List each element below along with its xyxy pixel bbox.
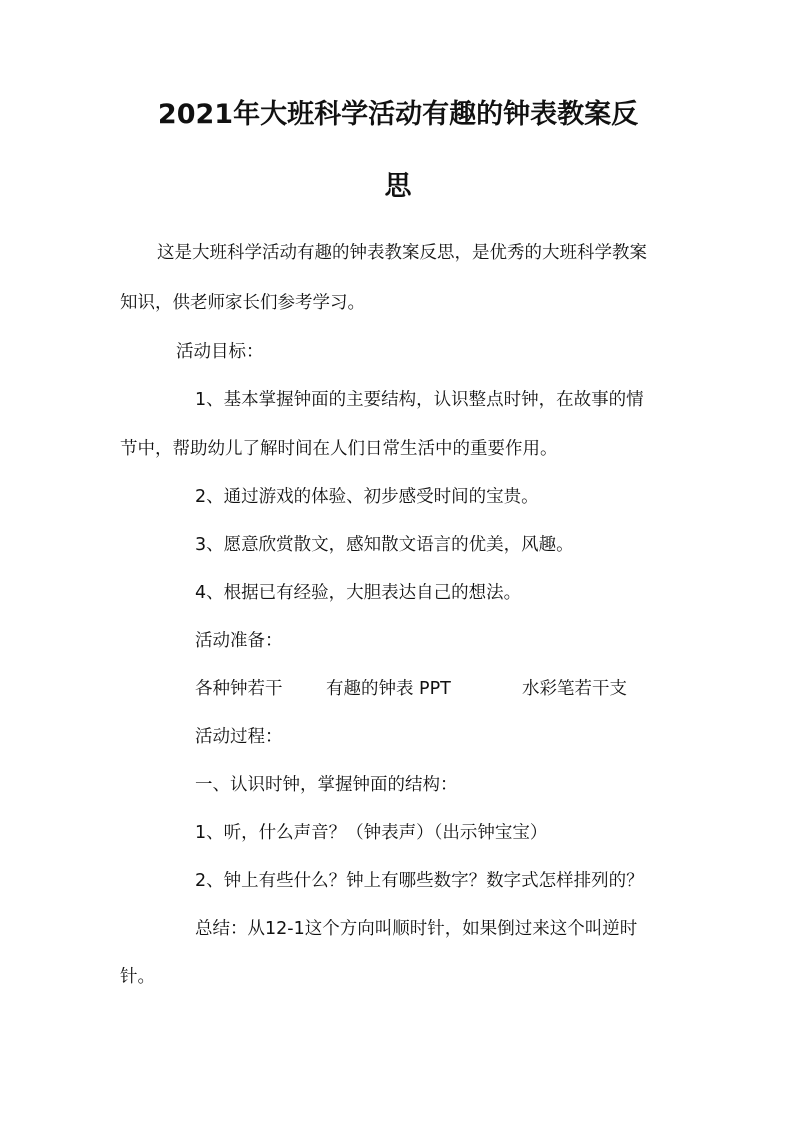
goal-4: 4、根据已有经验，大胆表达自己的想法。: [195, 583, 522, 603]
preparation-item: 各种钟若干: [195, 679, 283, 699]
process-heading: 活动过程：: [195, 727, 283, 747]
summary-line-1: 总结：从12-1这个方向叫顺时针，如果倒过来这个叫逆时: [195, 919, 638, 939]
document-title-line-1: 2021年大班科学活动有趣的钟表教案反: [157, 99, 639, 130]
goal-3: 3、愿意欣赏散文，感知散文语言的优美，风趣。: [195, 535, 574, 555]
preparation-items: [195, 681, 675, 701]
step-1-item-1: 1、听，什么声音？（钟表声）（出示钟宝宝）: [195, 823, 548, 843]
preparation-item: 有趣的钟表 PPT: [326, 679, 451, 699]
summary-line-2: 针。: [120, 967, 155, 987]
goal-1-line-2: 节中，帮助幼儿了解时间在人们日常生活中的重要作用。: [120, 439, 558, 459]
intro-paragraph-line-2: 知识，供老师家长们参考学习。: [120, 293, 365, 313]
preparation-item: 水彩笔若干支: [522, 679, 627, 699]
preparation-heading: 活动准备：: [195, 631, 283, 651]
intro-paragraph-line-1: 这是大班科学活动有趣的钟表教案反思，是优秀的大班科学教案: [157, 243, 647, 263]
step-1-heading: 一、认识时钟，掌握钟面的结构：: [195, 775, 458, 795]
document-title-line-2: 思: [384, 171, 412, 202]
step-1-item-2: 2、钟上有些什么？钟上有哪些数字？数字式怎样排列的？: [195, 871, 644, 891]
goal-1-line-1: 1、基本掌握钟面的主要结构，认识整点时钟，在故事的情: [195, 390, 644, 410]
goals-heading: 活动目标：: [176, 342, 264, 362]
goal-2: 2、通过游戏的体验、初步感受时间的宝贵。: [195, 487, 539, 507]
